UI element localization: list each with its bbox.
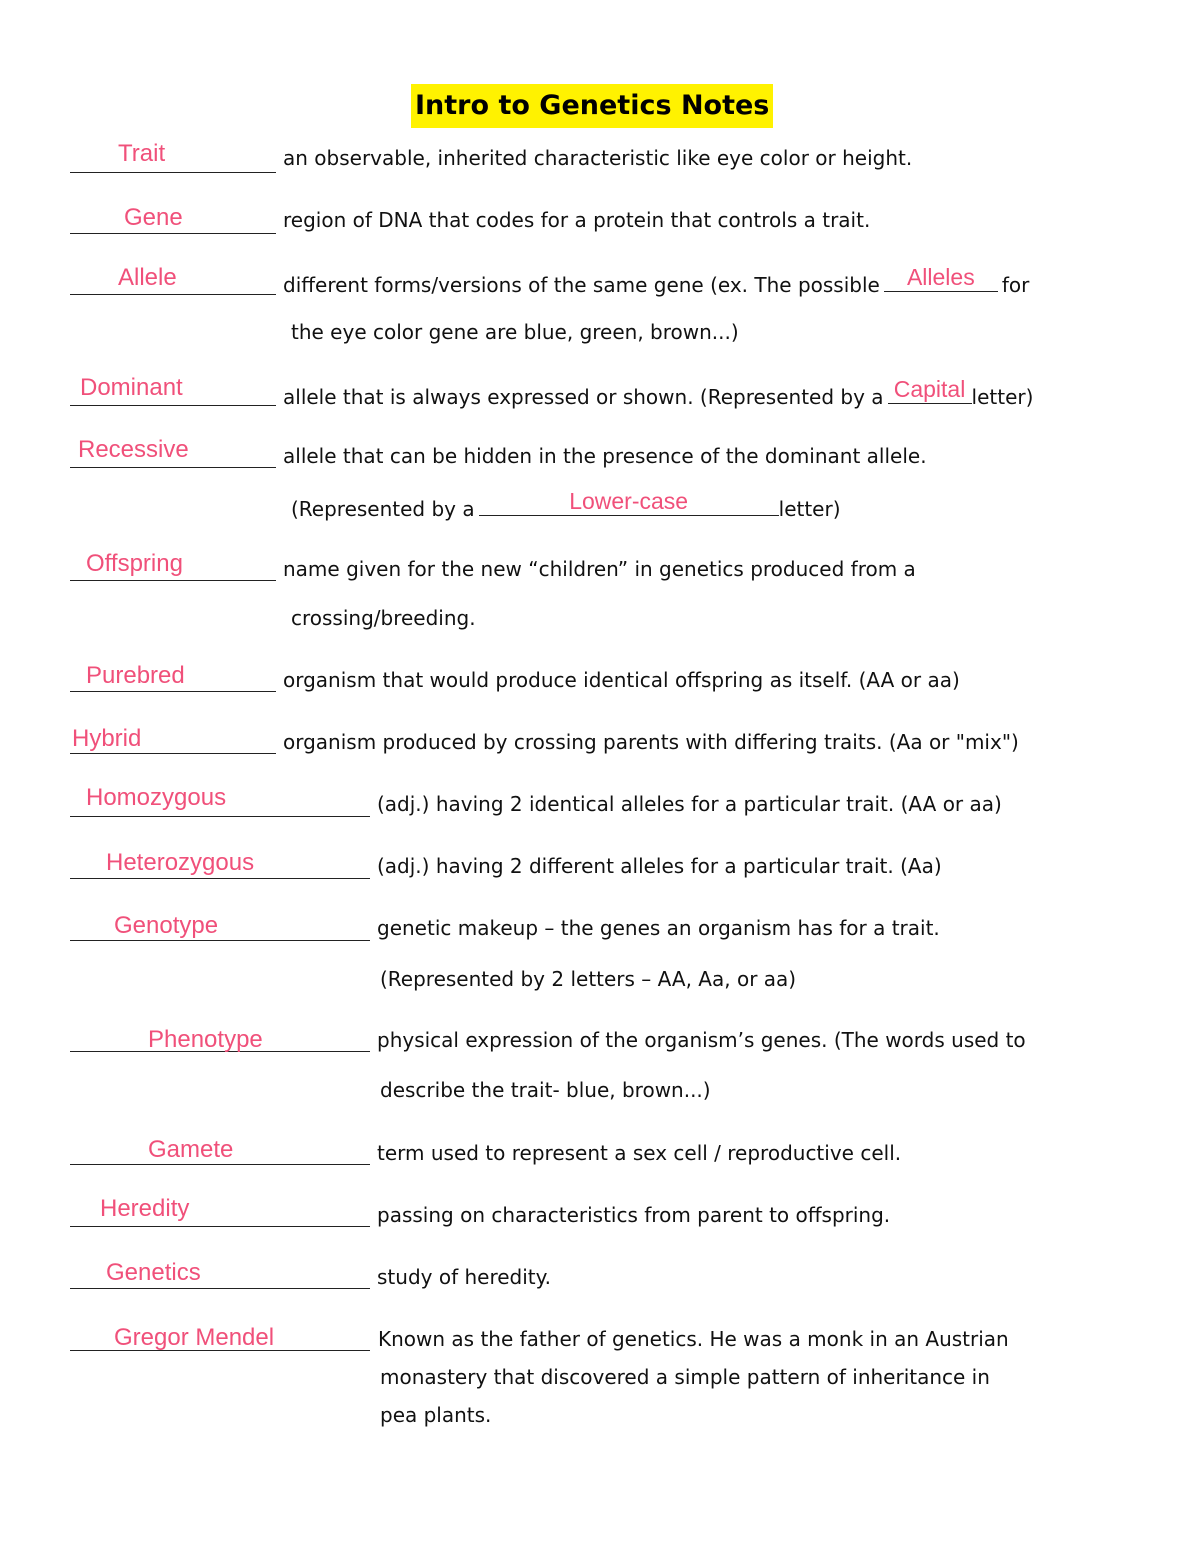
page-title: Intro to Genetics Notes: [411, 84, 773, 128]
answer-purebred: Purebred: [86, 662, 185, 689]
answer-blank: [70, 1164, 370, 1165]
answer-blank: [70, 294, 276, 295]
answer-recessive: Recessive: [78, 436, 189, 463]
definition-line: passing on characteristics from parent to offspring.: [377, 1203, 891, 1227]
definition-line: (Represented by 2 letters – AA, Aa, or aa): [380, 967, 797, 991]
definition-line: the eye color gene are blue, green, brown...): [291, 320, 739, 344]
definition-text: for: [1001, 273, 1030, 297]
answer-blank: [70, 405, 276, 406]
answer-blank: [70, 467, 276, 468]
answer-gregor-mendel: Gregor Mendel: [114, 1324, 275, 1351]
answer-allele: Allele: [118, 264, 177, 291]
definition-line: monastery that discovered a simple pattern of inheritance in: [380, 1365, 990, 1389]
answer-blank: [70, 816, 370, 817]
definition-line: [291, 488, 841, 522]
definition-line: pea plants.: [380, 1403, 492, 1427]
definition-line: organism produced by crossing parents with differing traits. (Aa or "mix"): [283, 730, 1019, 754]
definition-line: (adj.) having 2 different alleles for a particular trait. (Aa): [377, 854, 942, 878]
inline-answer-blank: [479, 488, 779, 516]
answer-blank: [70, 940, 370, 941]
definition-line: (adj.) having 2 identical alleles for a particular trait. (AA or aa): [377, 792, 1002, 816]
definition-text: allele that is always expressed or shown. (Represented by a: [283, 385, 884, 409]
definition-line: [283, 376, 1034, 410]
answer-blank: [70, 233, 276, 234]
definition-line: term used to represent a sex cell / reproductive cell.: [377, 1141, 902, 1165]
inline-answer-blank: [888, 376, 972, 404]
answer-offspring: Offspring: [86, 550, 183, 577]
definition-line: [283, 264, 1030, 298]
inline-answer-blank: [884, 264, 998, 292]
definition-line: Known as the father of genetics. He was a monk in an Austrian: [378, 1327, 1009, 1351]
answer-blank: [70, 691, 276, 692]
answer-homozygous: Homozygous: [86, 784, 227, 811]
definition-text: letter): [778, 497, 841, 521]
definition-line: organism that would produce identical offspring as itself. (AA or aa): [283, 668, 960, 692]
answer-blank: [70, 878, 370, 879]
answer-genotype: Genotype: [114, 912, 219, 939]
definition-text: different forms/versions of the same gene (ex. The possible: [283, 273, 880, 297]
answer-hybrid: Hybrid: [72, 725, 142, 752]
answer-blank: [70, 1226, 370, 1227]
definition-line: physical expression of the organism’s genes. (The words used to: [377, 1028, 1026, 1052]
answer-heterozygous: Heterozygous: [106, 849, 255, 876]
answer-blank: [70, 1288, 370, 1289]
definition-line: study of heredity.: [377, 1265, 551, 1289]
definition-line: region of DNA that codes for a protein that controls a trait.: [283, 208, 871, 232]
definition-line: describe the trait- blue, brown...): [380, 1078, 711, 1102]
definition-line: allele that can be hidden in the presence of the dominant allele.: [283, 444, 927, 468]
answer-gamete: Gamete: [148, 1136, 234, 1163]
definition-line: genetic makeup – the genes an organism has for a trait.: [377, 916, 940, 940]
inline-answer-alleles: Alleles: [906, 264, 975, 290]
answer-genetics: Genetics: [106, 1259, 201, 1286]
inline-answer-capital: Capital: [893, 376, 966, 402]
definition-line: an observable, inherited characteristic like eye color or height.: [283, 146, 913, 170]
definition-text: (Represented by a: [291, 497, 475, 521]
definition-text: letter): [971, 385, 1034, 409]
answer-blank: [70, 172, 276, 173]
answer-gene: Gene: [124, 204, 183, 231]
answer-heredity: Heredity: [100, 1195, 190, 1222]
answer-blank: [70, 580, 276, 581]
answer-blank: [70, 753, 276, 754]
definition-line: name given for the new “children” in genetics produced from a: [283, 557, 916, 581]
answer-trait: Trait: [118, 140, 166, 167]
definition-line: crossing/breeding.: [291, 606, 476, 630]
answer-dominant: Dominant: [80, 374, 183, 401]
inline-answer-lower-case: Lower-case: [569, 488, 689, 514]
answer-phenotype: Phenotype: [148, 1026, 263, 1053]
